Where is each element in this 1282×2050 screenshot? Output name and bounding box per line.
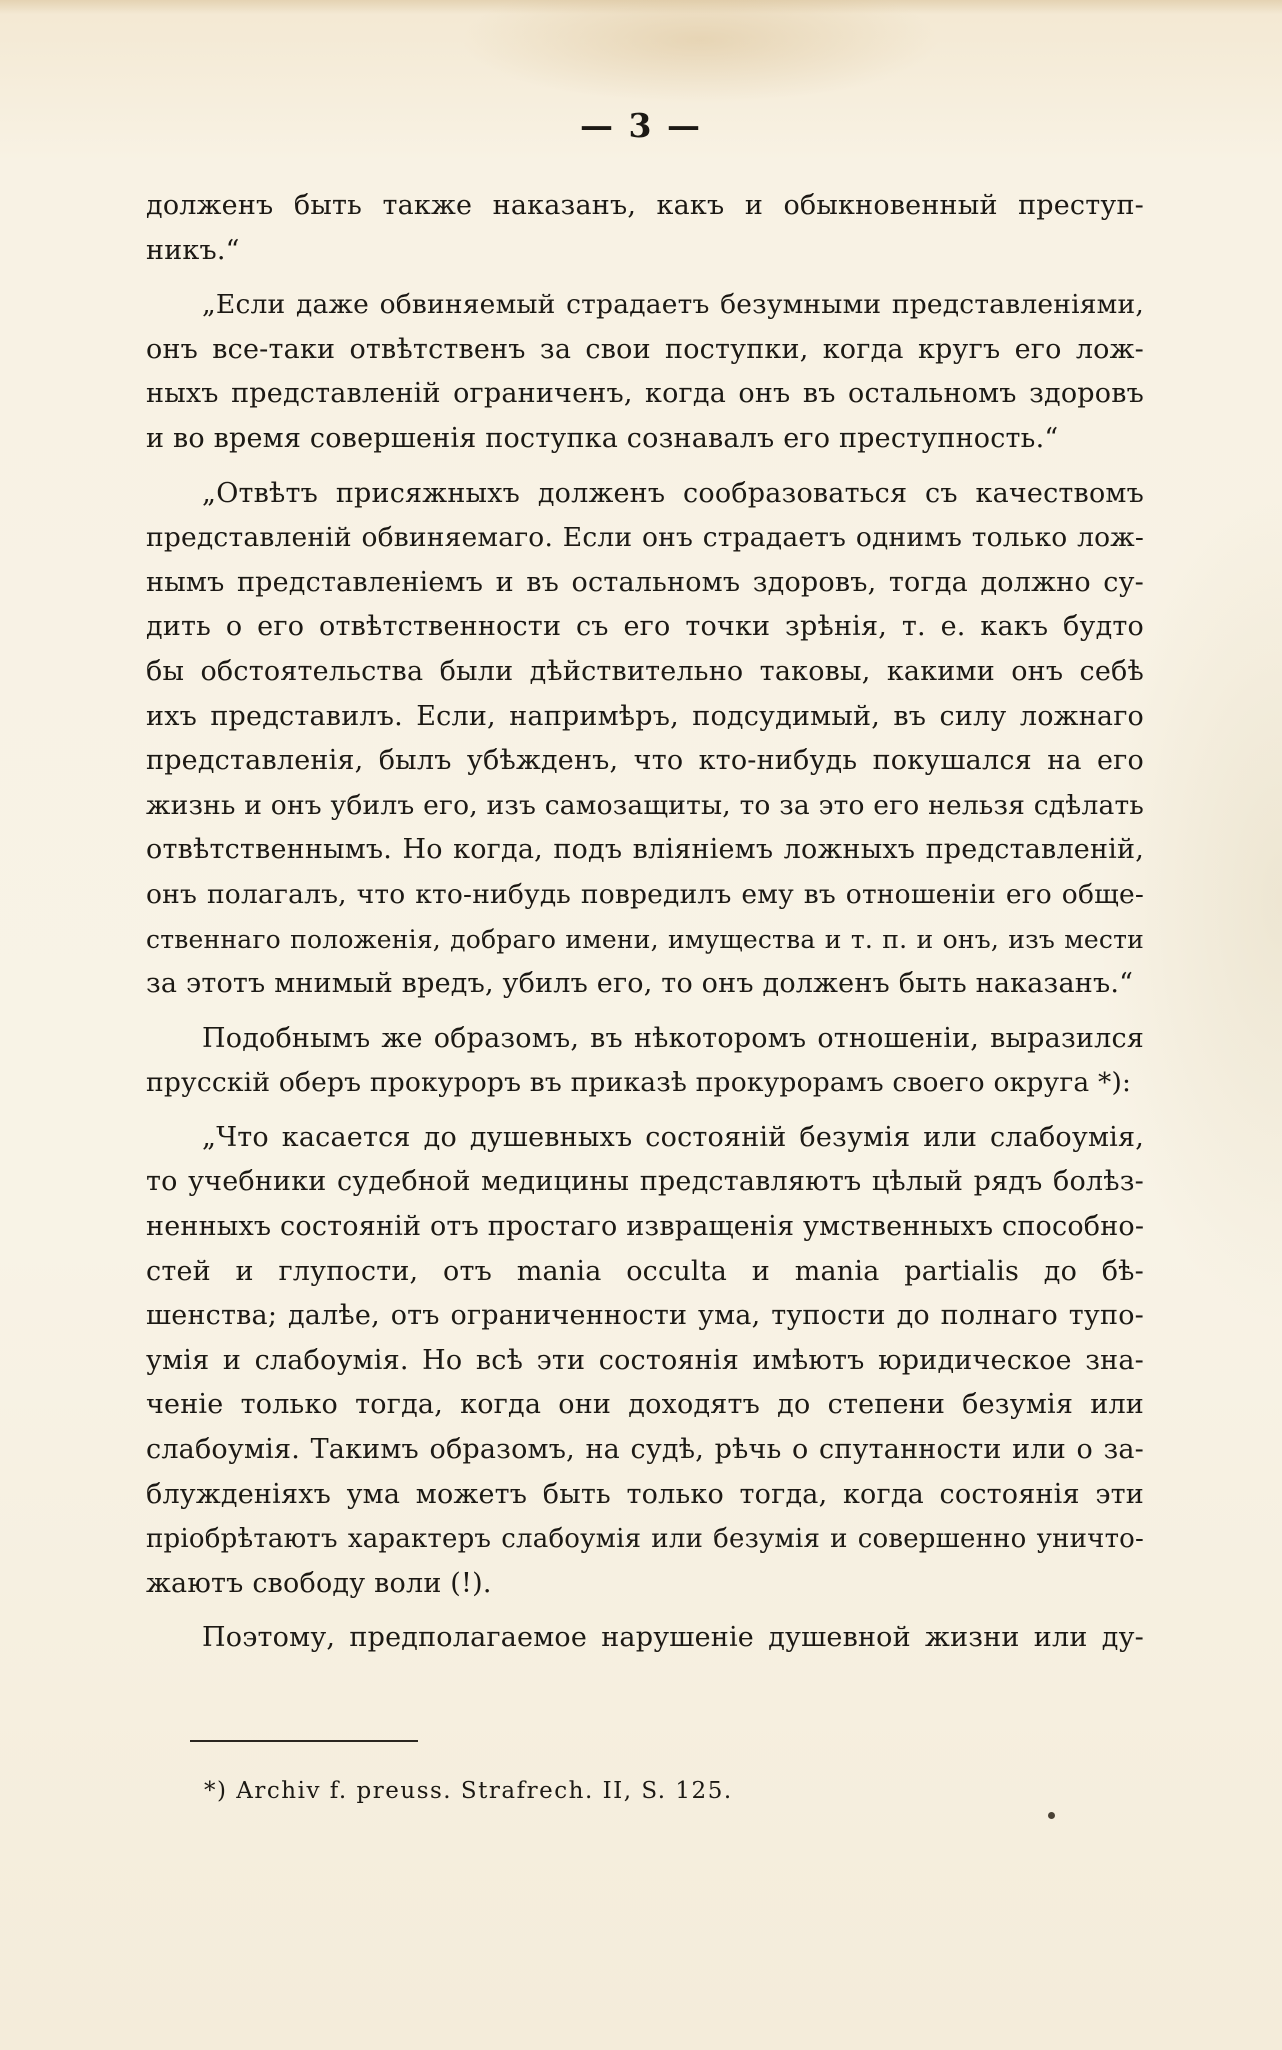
text-line: представленій обвиняемаго. Если онъ страдаетъ однимъ только лож- [146, 522, 1144, 554]
text-line: ченіе только тогда, когда они доходятъ до степени безумія или [146, 1389, 1144, 1421]
text-line: нымъ представленіемъ и въ остальномъ здоровъ, тогда должно су- [146, 566, 1144, 598]
text-line: „Если даже обвиняемый страдаетъ безумными представленіями, [202, 289, 1144, 321]
text-line: отвѣтственнымъ. Но когда, подъ вліяніемъ ложныхъ представленій, [146, 834, 1144, 866]
text-line: представленія, былъ убѣжденъ, что кто-нибудь покушался на его [146, 745, 1144, 777]
text-line: пріобрѣтаютъ характеръ слабоумія или безумія и совершенно уничто- [146, 1524, 1144, 1555]
text-line: Поэтому, предполагаемое нарушеніе душевной жизни или ду- [202, 1622, 1144, 1654]
body-text [146, 184, 1144, 1661]
text-line: жизнь и онъ убилъ его, изъ самозащиты, то за это его нельзя сдѣлать [146, 789, 1144, 821]
text-line: Подобнымъ же образомъ, въ нѣкоторомъ отношеніи, выразился [202, 1022, 1144, 1054]
text-line: „Отвѣтъ присяжныхъ долженъ сообразоваться съ качествомъ [202, 477, 1144, 509]
text-line: умія и слабоумія. Но всѣ эти состоянія имѣютъ юридическое зна- [146, 1344, 1144, 1376]
text-line: бы обстоятельства были дѣйствительно таковы, какими онъ себѣ [146, 655, 1144, 687]
text-line: ихъ представилъ. Если, напримѣръ, подсудимый, въ силу ложнаго [146, 700, 1144, 732]
text-line: никъ.“ [146, 234, 240, 266]
text-line: слабоумія. Такимъ образомъ, на судѣ, рѣчь о спутанности или о за- [146, 1434, 1144, 1466]
footnote: *) Archiv f. preuss. Strafrech. II, S. 125. [204, 1778, 733, 1804]
page-top-edge [0, 0, 1282, 14]
text-line: шенства; далѣе, отъ ограниченности ума, тупости до полнаго тупо- [146, 1300, 1144, 1332]
text-line: прусскій оберъ прокуроръ въ приказѣ прокурорамъ своего округа *): [146, 1067, 1132, 1099]
footnote-rule [190, 1740, 418, 1742]
text-line: то учебники судебной медицины представляютъ цѣлый рядъ болѣз- [146, 1166, 1144, 1198]
ink-speck [1048, 1812, 1055, 1819]
page-number: — 3 — [580, 106, 702, 145]
text-line: ненныхъ состояній отъ простаго извращенія умственныхъ способно- [146, 1211, 1145, 1243]
text-line: онъ полагалъ, что кто-нибудь повредилъ ему въ отношеніи его обще- [146, 878, 1144, 910]
text-line: дить о его отвѣтственности съ его точки зрѣнія, т. е. какъ будто [146, 611, 1144, 643]
text-line: онъ все-таки отвѣтственъ за свои поступки, когда кругъ его лож- [146, 333, 1144, 365]
text-line: ныхъ представленій ограниченъ, когда онъ въ остальномъ здоровъ [146, 378, 1144, 410]
text-line: ственнаго положенія, добраго имени, имущества и т. п. и онъ, изъ мести [146, 924, 1144, 954]
text-line: стей и глупости, отъ mania occulta и mania partialis до бѣ- [146, 1255, 1144, 1287]
text-line: блужденіяхъ ума можетъ быть только тогда, когда состоянія эти [146, 1478, 1144, 1510]
text-line: за этотъ мнимый вредъ, убилъ его, то онъ долженъ быть наказанъ.“ [146, 968, 1134, 1000]
text-line: долженъ быть также наказанъ, какъ и обыкновенный преступ- [146, 190, 1144, 221]
text-line: жаютъ свободу воли (!). [146, 1567, 492, 1599]
text-line: и во время совершенія поступка сознавалъ его преступность.“ [146, 422, 1059, 454]
text-line: „Что касается до душевныхъ состояній безумія или слабоумія, [202, 1121, 1144, 1153]
